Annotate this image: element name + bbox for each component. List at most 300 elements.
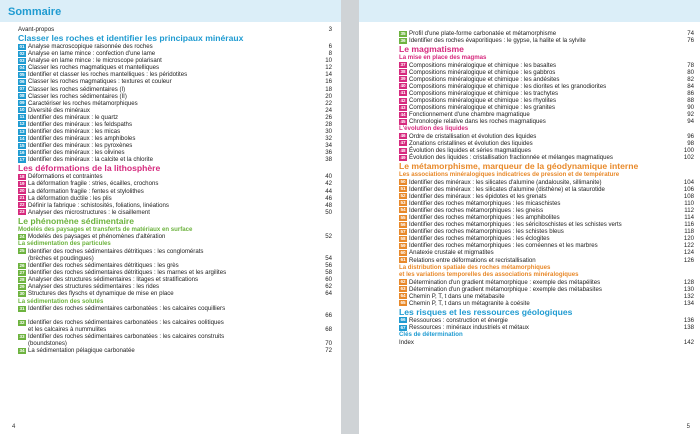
section-heading xyxy=(18,163,332,173)
entry-page: 18 xyxy=(325,85,332,93)
toc-entry[interactable] xyxy=(399,193,694,200)
entry-title: Ressources : minéraux industriels et métaux xyxy=(409,324,529,331)
entry-number-badge: 24 xyxy=(19,233,25,239)
entry-number-badge: 28 xyxy=(19,276,25,282)
entry-title: Identifier des roches métamorphiques : les gneiss xyxy=(409,206,544,214)
entry-page: 50 xyxy=(325,208,332,216)
entry-number-badge: 41 xyxy=(400,90,406,96)
heading-text: Clés de détermination xyxy=(399,331,463,339)
entry-title: Détermination d'un gradient métamorphique : exemple des métapélites xyxy=(409,278,601,286)
entry-page: 114 xyxy=(684,214,694,222)
entry-number-badge: 42 xyxy=(400,97,406,103)
entry-title: Définir la fabrique : schistosités, foliations, linéations xyxy=(28,201,169,209)
entry-title: La déformation ductile : les plis xyxy=(28,194,112,202)
section-heading xyxy=(399,331,694,339)
entry-title: Identifier des minéraux : les micas xyxy=(28,128,121,136)
page-title: Sommaire xyxy=(8,6,62,18)
entry-page: 14 xyxy=(325,71,332,79)
entry-number-badge: 60 xyxy=(400,249,406,255)
toc-entry[interactable] xyxy=(399,62,694,69)
entry-page: 106 xyxy=(683,185,694,193)
toc-entry[interactable] xyxy=(18,283,332,290)
entry-page: 38 xyxy=(325,156,332,164)
entry-page: 98 xyxy=(687,139,694,147)
entry-page: 100 xyxy=(683,147,694,155)
entry-page: 104 xyxy=(683,178,694,186)
entry-page: 22 xyxy=(325,99,332,107)
entry-title: Identifier des roches métamorphiques : les schistes bleus xyxy=(409,228,564,236)
toc-entry[interactable] xyxy=(399,133,694,140)
entry-title: Relations entre déformations et recristallisation xyxy=(409,256,536,264)
entry-number-badge: 12 xyxy=(19,121,25,127)
entry-number-badge: 47 xyxy=(400,140,406,146)
entry-page: 96 xyxy=(687,132,694,140)
heading-text: et les variations temporelles des associations minéralogiques xyxy=(399,271,579,279)
entry-page: 66 xyxy=(325,312,332,320)
entry-page: 74 xyxy=(687,30,694,37)
entry-title: Diversité des minéraux xyxy=(28,106,90,114)
entry-number-badge: 46 xyxy=(400,133,406,139)
entry-number-badge: 22 xyxy=(19,202,25,208)
toc-entry[interactable] xyxy=(399,221,694,228)
toc-entry[interactable] xyxy=(18,195,332,202)
toc-entry[interactable] xyxy=(18,64,332,71)
toc-entry[interactable] xyxy=(399,76,694,83)
page-number: 4 xyxy=(12,424,16,430)
section-heading xyxy=(18,33,332,43)
entry-number-badge: 07 xyxy=(19,86,25,92)
entry-number-badge: 43 xyxy=(400,104,406,110)
entry-page: 102 xyxy=(683,154,694,162)
entry-number-badge: 33 xyxy=(19,333,25,339)
entry-page: 58 xyxy=(325,269,332,277)
toc-entry[interactable] xyxy=(18,57,332,64)
entry-page: 112 xyxy=(684,206,694,214)
entry-number-badge: 67 xyxy=(400,324,406,330)
entry-number-badge: 23 xyxy=(19,209,25,215)
entry-number-badge: 54 xyxy=(400,207,406,213)
entry-number-badge: 40 xyxy=(400,83,406,89)
toc-entry[interactable] xyxy=(18,269,332,276)
entry-number-badge: 52 xyxy=(400,193,406,199)
section-heading xyxy=(399,125,694,133)
entry-number-badge: 16 xyxy=(19,149,25,155)
entry-number-badge: 37 xyxy=(400,62,406,68)
entry-title: Identifier des minéraux : les amphiboles xyxy=(28,135,136,143)
toc-entry[interactable] xyxy=(18,262,332,269)
entry-title: Identifier des minéraux : les silicates d'alumine (disthène) et la staurotide xyxy=(409,185,605,193)
entry-page: 30 xyxy=(325,128,332,136)
entry-number-badge: 15 xyxy=(19,142,25,148)
entry-page: 116 xyxy=(684,221,694,229)
entry-number-badge: 51 xyxy=(400,186,406,192)
entry-number-badge: 04 xyxy=(19,64,25,70)
entry-number-badge: 17 xyxy=(19,156,25,162)
toc-entry[interactable] xyxy=(399,249,694,256)
entry-number-badge: 25 xyxy=(19,248,25,254)
entry-title: Identifier des roches évaporitiques : le gypse, la halite et la sylvite xyxy=(409,37,586,45)
entry-page: 118 xyxy=(684,228,694,236)
entry-title: Modelés des paysages et phénomènes d'altération xyxy=(28,233,166,241)
heading-text: La mise en place des magmas xyxy=(399,54,487,62)
toc-entry[interactable] xyxy=(399,69,694,76)
page-number: 5 xyxy=(686,424,690,430)
entry-title: Analyse macroscopique raisonnée des roches xyxy=(28,43,153,51)
entry-page: 72 xyxy=(325,347,332,355)
heading-text: La distribution spatiale des roches métamorphiques xyxy=(399,263,551,271)
entry-number-badge: 53 xyxy=(400,200,406,206)
toc-entry[interactable] xyxy=(18,319,332,333)
entry-number-badge: 65 xyxy=(400,300,406,306)
toc-entry[interactable] xyxy=(18,180,332,187)
toc-entry[interactable] xyxy=(399,200,694,207)
entry-title: Identifier des roches sédimentaires détritiques : les marnes et les argilites xyxy=(28,269,227,277)
toc-entry[interactable] xyxy=(18,276,332,283)
heading-text: La sédimentation des solutés xyxy=(18,297,104,305)
entry-number-badge: 66 xyxy=(400,317,406,323)
entry-page: 36 xyxy=(325,149,332,157)
entry-page: 28 xyxy=(325,120,332,128)
entry-title: Détermination d'un gradient métamorphique : exemple des métabasites xyxy=(409,285,602,293)
entry-title: Évolution des liquides : cristallisation fractionnée et mélanges magmatiques xyxy=(409,154,613,162)
entry-number-badge: 09 xyxy=(19,100,25,106)
toc-entry[interactable] xyxy=(399,286,694,293)
entry-number-badge: 27 xyxy=(19,269,25,275)
entry-page: 64 xyxy=(325,290,332,298)
entry-number-badge: 05 xyxy=(19,71,25,77)
toc-entry[interactable] xyxy=(18,333,332,347)
entry-number-badge: 30 xyxy=(19,290,25,296)
entry-title: Classer les roches sédimentaires (II) xyxy=(28,92,127,100)
entry-page: 136 xyxy=(683,316,694,324)
toc-entry[interactable] xyxy=(18,135,332,142)
toc-entry[interactable] xyxy=(399,228,694,235)
entry-title: Identifier des roches sédimentaires carbonatées : les calcaires oolitiques et les calcaires à nummulites xyxy=(28,319,224,334)
entry-title: Identifier des roches métamorphiques : les séricitoschistes et les schistes verts xyxy=(409,221,622,229)
entry-number-badge: 29 xyxy=(19,283,25,289)
entry-number-badge: 34 xyxy=(19,347,25,353)
entry-page: 60 xyxy=(325,276,332,284)
entry-title: Chemin P, T, t dans une métabasite xyxy=(409,292,505,300)
entry-page: 142 xyxy=(683,338,694,346)
heading-text: La sédimentation des particules xyxy=(18,240,111,248)
entry-number-badge: 45 xyxy=(400,118,406,124)
entry-number-badge: 13 xyxy=(19,128,25,134)
entry-number-badge: 59 xyxy=(400,242,406,248)
toc-entry[interactable] xyxy=(399,179,694,186)
entry-page: 130 xyxy=(683,285,694,293)
toc-entry[interactable] xyxy=(18,128,332,135)
toc-entry[interactable] xyxy=(399,257,694,264)
entry-title: Zonations cristallines et évolution des liquides xyxy=(409,139,533,147)
entry-title: Caractériser les roches métamorphiques xyxy=(28,99,138,107)
entry-number-badge: 61 xyxy=(400,257,406,263)
toc-list-right xyxy=(399,30,694,346)
entry-number-badge: 55 xyxy=(400,214,406,220)
toc-entry[interactable] xyxy=(18,121,332,128)
entry-page: 52 xyxy=(325,233,332,241)
section-heading xyxy=(399,264,694,272)
toc-entry[interactable] xyxy=(399,300,694,307)
entry-page: 92 xyxy=(687,111,694,119)
entry-page: 76 xyxy=(687,37,694,45)
entry-title: Compositions minéralogique et chimique : les trachytes xyxy=(409,89,559,97)
toc-entry[interactable] xyxy=(18,347,332,354)
entry-number-badge: 18 xyxy=(19,173,25,179)
entry-title: Identifier et classer les roches mantelliques : les péridotites xyxy=(28,71,188,79)
section-heading xyxy=(18,240,332,248)
entry-page: 80 xyxy=(687,68,694,76)
entry-number-badge: 63 xyxy=(400,286,406,292)
heading-text: Classer les roches et identifier les principaux minéraux xyxy=(18,33,244,44)
toc-entry[interactable] xyxy=(399,37,694,44)
entry-title: Compositions minéralogique et chimique : les basaltes xyxy=(409,61,557,69)
entry-title: La déformation fragile : stries, écailles, crochons xyxy=(28,180,159,188)
entry-title: Identifier des minéraux : les pyroxènes xyxy=(28,142,133,150)
entry-number-badge: 14 xyxy=(19,135,25,141)
heading-text: L'évolution des liquides xyxy=(399,125,469,133)
right-page xyxy=(359,0,700,434)
entry-title: Avant-propos xyxy=(18,26,55,33)
entry-title: Ordre de cristallisation et évolution des liquides xyxy=(409,132,537,140)
toc-entry[interactable] xyxy=(399,242,694,249)
entry-page: 3 xyxy=(328,26,332,33)
entry-number-badge: 20 xyxy=(19,188,25,194)
toc-entry[interactable] xyxy=(399,90,694,97)
entry-number-badge: 32 xyxy=(19,319,25,325)
entry-title: Index xyxy=(399,338,414,346)
entry-page: 124 xyxy=(683,249,694,257)
toc-entry[interactable] xyxy=(399,186,694,193)
entry-title: Compositions minéralogique et chimique : les rhyolites xyxy=(409,97,556,105)
toc-entry[interactable] xyxy=(18,26,332,33)
entry-title: Classer les roches magmatiques : textures et couleur xyxy=(28,78,172,86)
entry-page: 84 xyxy=(687,82,694,90)
entry-page: 68 xyxy=(325,326,332,334)
heading-text: Les déformations de la lithosphère xyxy=(18,163,161,174)
section-heading xyxy=(18,216,332,226)
toc-entry[interactable] xyxy=(18,78,332,85)
entry-page: 34 xyxy=(325,142,332,150)
entry-page: 6 xyxy=(328,43,332,51)
entry-number-badge: 31 xyxy=(19,305,25,311)
entry-page: 26 xyxy=(325,113,332,121)
entry-title: Chemin P, T, t dans un métagranite à coésite xyxy=(409,299,530,307)
entry-page: 44 xyxy=(325,187,332,195)
entry-page: 32 xyxy=(325,135,332,143)
heading-text: Le magmatisme xyxy=(399,44,464,55)
toc-entry[interactable] xyxy=(399,324,694,331)
entry-number-badge: 56 xyxy=(400,221,406,227)
entry-title: Classer les roches magmatiques et mantelliques xyxy=(28,64,160,72)
toc-entry[interactable] xyxy=(18,209,332,216)
entry-page: 48 xyxy=(325,201,332,209)
entry-title: Compositions minéralogique et chimique : les andésites xyxy=(409,75,560,83)
section-heading xyxy=(399,271,694,279)
entry-title: Évolution des liquides et séries magmatiques xyxy=(409,147,531,155)
entry-page: 8 xyxy=(328,50,332,58)
entry-number-badge: 26 xyxy=(19,262,25,268)
entry-page: 94 xyxy=(687,118,694,126)
toc-entry[interactable] xyxy=(399,83,694,90)
toc-entry[interactable] xyxy=(18,149,332,156)
entry-number-badge: 50 xyxy=(400,179,406,185)
entry-page: 46 xyxy=(325,194,332,202)
section-heading xyxy=(18,226,332,234)
entry-title: Chronologie relative dans les roches magmatiques xyxy=(409,118,546,126)
toc-entry[interactable] xyxy=(399,154,694,161)
entry-number-badge: 21 xyxy=(19,195,25,201)
toc-entry[interactable] xyxy=(399,339,694,346)
entry-title: Analyser des structures sédimentaires : litages et stratifications xyxy=(28,276,199,284)
heading-text: Le phénomène sédimentaire xyxy=(18,215,135,226)
section-heading xyxy=(399,307,694,317)
toc-entry[interactable] xyxy=(18,43,332,50)
toc-entry[interactable] xyxy=(18,156,332,163)
toc-entry[interactable] xyxy=(18,71,332,78)
section-heading xyxy=(399,171,694,179)
entry-page: 40 xyxy=(325,173,332,181)
entry-title: Compositions minéralogique et chimique : les diorites et les granodiorites xyxy=(409,82,607,90)
entry-page: 42 xyxy=(325,180,332,188)
entry-title: Fonctionnement d'une chambre magmatique xyxy=(409,111,530,119)
toc-entry[interactable] xyxy=(399,97,694,104)
toc-entry[interactable] xyxy=(18,305,332,319)
entry-page: 88 xyxy=(687,97,694,105)
entry-title: Structures des flyschs et dynamique de mise en place xyxy=(28,290,174,298)
entry-page: 128 xyxy=(683,278,694,286)
entry-title: La déformation fragile : fentes et stylolithes xyxy=(28,187,144,195)
heading-text: Modelés des paysages et transferts de matériaux en surface xyxy=(18,225,193,233)
entry-page: 86 xyxy=(687,89,694,97)
entry-number-badge: 48 xyxy=(400,147,406,153)
entry-page: 24 xyxy=(325,106,332,114)
entry-title: Identifier des roches métamorphiques : les éclogites xyxy=(409,235,550,243)
toc-entry[interactable] xyxy=(399,207,694,214)
entry-number-badge: 39 xyxy=(400,76,406,82)
entry-page: 90 xyxy=(687,104,694,112)
entry-number-badge: 49 xyxy=(400,154,406,160)
entry-title: Identifier des roches sédimentaires carbonatées : les calcaires construits (boundstones) xyxy=(28,333,225,348)
entry-page: 70 xyxy=(325,340,332,348)
header-band xyxy=(359,0,700,22)
toc-entry[interactable] xyxy=(18,233,332,240)
entry-number-badge: 57 xyxy=(400,228,406,234)
entry-page: 54 xyxy=(325,255,332,263)
entry-title: Analyser des microstructures : le cisaillement xyxy=(28,208,150,216)
toc-entry[interactable] xyxy=(399,147,694,154)
entry-number-badge: 11 xyxy=(19,114,25,120)
heading-text: Le métamorphisme, marqueur de la géodynamique interne xyxy=(399,161,639,172)
entry-page: 134 xyxy=(683,299,694,307)
entry-page: 12 xyxy=(325,64,332,72)
entry-number-badge: 58 xyxy=(400,235,406,241)
heading-text: Les risques et les ressources géologiques xyxy=(399,306,573,317)
entry-title: Profil d'une plate-forme carbonatée et métamorphisme xyxy=(409,30,557,37)
entry-title: Classer les roches sédimentaires (I) xyxy=(28,85,126,93)
toc-entry[interactable] xyxy=(18,290,332,297)
entry-page: 16 xyxy=(325,78,332,86)
entry-title: Identifier des roches sédimentaires détritiques : les grès xyxy=(28,262,179,270)
section-heading xyxy=(399,161,694,171)
toc-entry[interactable] xyxy=(18,86,332,93)
toc-entry[interactable] xyxy=(18,107,332,114)
entry-title: Identifier des roches sédimentaires détritiques : les conglomérats (brèches et poudingues) xyxy=(28,247,204,263)
entry-number-badge: 10 xyxy=(19,107,25,113)
entry-title: Compositions minéralogique et chimique : les gabbros xyxy=(409,68,556,76)
toc-entry[interactable] xyxy=(18,114,332,121)
entry-title: Déformations et contraintes xyxy=(28,173,103,181)
entry-title: Identifier des roches métamorphiques : les micaschistes xyxy=(409,199,561,207)
toc-entry[interactable] xyxy=(18,142,332,149)
toc-entry[interactable] xyxy=(399,104,694,111)
toc-list-left xyxy=(18,26,332,355)
entry-number-badge: 03 xyxy=(19,57,25,63)
entry-title: Identifier des minéraux : les feldspaths xyxy=(28,120,132,128)
entry-page: 56 xyxy=(325,262,332,270)
entry-title: Compositions minéralogique et chimique : les granites xyxy=(409,104,555,112)
entry-number-badge: 01 xyxy=(19,43,25,49)
toc-entry[interactable] xyxy=(399,293,694,300)
entry-page: 126 xyxy=(683,256,694,264)
entry-page: 122 xyxy=(683,242,694,250)
entry-number-badge: 35 xyxy=(400,30,406,36)
toc-entry[interactable] xyxy=(399,140,694,147)
entry-page: 82 xyxy=(687,75,694,83)
toc-entry[interactable] xyxy=(399,118,694,125)
entry-title: Identifier des roches métamorphiques : les amphibolites xyxy=(409,214,560,222)
toc-entry[interactable] xyxy=(18,188,332,195)
toc-entry[interactable] xyxy=(399,214,694,221)
toc-entry[interactable] xyxy=(399,111,694,118)
toc-entry[interactable] xyxy=(18,248,332,262)
entry-title: La sédimentation pélagique carbonatée xyxy=(28,347,135,355)
toc-entry[interactable] xyxy=(18,93,332,100)
heading-text: Les associations minéralogiques indicatrices de pression et de température xyxy=(399,171,620,179)
toc-entry[interactable] xyxy=(18,50,332,57)
entry-number-badge: 36 xyxy=(400,37,406,43)
toc-entry[interactable] xyxy=(18,202,332,209)
entry-page: 20 xyxy=(325,92,332,100)
section-heading xyxy=(399,44,694,54)
entry-title: Analyse en lame mince : le microscope polarisant xyxy=(28,57,162,65)
entry-title: Analyse en lame mince : confection d'une lame xyxy=(28,50,156,58)
toc-entry[interactable] xyxy=(18,100,332,107)
entry-title: Analyser des structures sédimentaires : les rides xyxy=(28,283,160,291)
left-page xyxy=(0,0,341,434)
entry-page: 10 xyxy=(325,57,332,65)
entry-title: Identifier des roches métamorphiques : les cornéennes et les marbres xyxy=(409,242,598,250)
entry-number-badge: 64 xyxy=(400,293,406,299)
entry-page: 108 xyxy=(683,192,694,200)
toc-entry[interactable] xyxy=(399,235,694,242)
toc-entry[interactable] xyxy=(18,173,332,180)
toc-entry[interactable] xyxy=(399,317,694,324)
entry-number-badge: 62 xyxy=(400,279,406,285)
entry-page: 120 xyxy=(683,235,694,243)
entry-title: Identifier des minéraux : les olivines xyxy=(28,149,125,157)
entry-title: Identifier des minéraux : les épidotes et les grenats xyxy=(409,192,547,200)
toc-entry[interactable] xyxy=(399,30,694,37)
entry-title: Identifier des minéraux : la calcite et la chlorite xyxy=(28,156,153,164)
section-heading xyxy=(399,54,694,62)
entry-title: Identifier des roches sédimentaires carbonatées : les calcaires coquilliers xyxy=(28,305,226,312)
entry-page: 110 xyxy=(684,199,694,207)
toc-entry[interactable] xyxy=(399,279,694,286)
entry-title: Anatexie crustale et migmatites xyxy=(409,249,494,257)
entry-title: Identifier des minéraux : les silicates d'alumine (andalousite, sillimanite) xyxy=(409,178,602,186)
entry-page: 78 xyxy=(687,61,694,69)
